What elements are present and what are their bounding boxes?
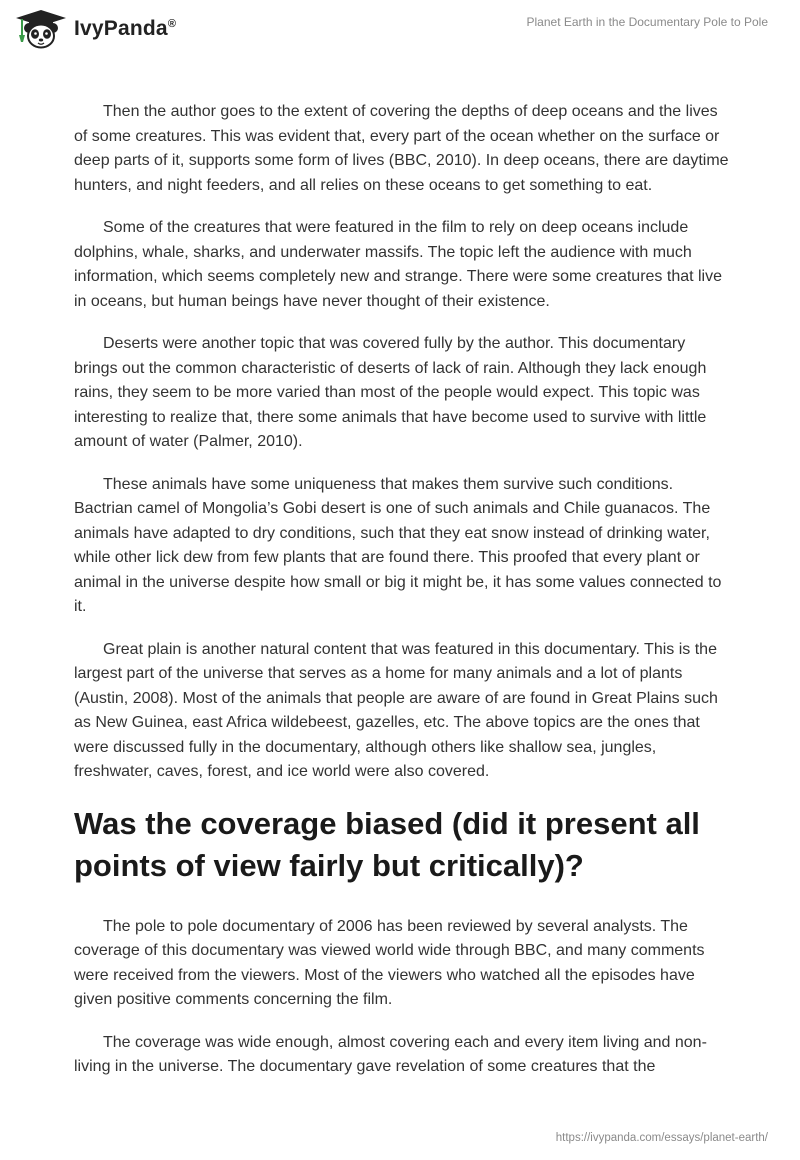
section-heading: Was the coverage biased (did it present all points of view fairly but critically)? (74, 805, 700, 883)
paragraph: Great plain is another natural content that was featured in this documentary. This is the largest part of the universe that serves as a home for many animals and a lot of plants (Austin, 2008). Most of the animals that people are aware of are found in Great Plains such as New Guinea, east Africa wildebeest, gazelles, etc. The above topics are the ones that were discussed fully in the documentary, although others like shallow sea, jungles, freshwater, caves, forest, and ice world were also covered. (74, 640, 718, 780)
paragraph: The coverage was wide enough, almost covering each and every item living and non-living in the universe. The documentary gave revelation of some creatures that the (74, 1033, 707, 1075)
page-header (0, 0, 800, 60)
brand-label: IvyPanda (74, 17, 168, 40)
paragraph: Then the author goes to the extent of covering the depths of deep oceans and the lives of some creatures. This was evident that, every part of the ocean whether on the surface or deep parts of it, supports some form of lives (BBC, 2010). In deep oceans, there are daytime hunters, and night feeders, and all relies on these oceans to get something to eat. (74, 103, 729, 194)
source-url[interactable]: https://ivypanda.com/essays/planet-earth/ (555, 1132, 768, 1144)
document-title: Planet Earth in the Documentary Pole to Pole (526, 15, 768, 29)
panda-graduation-cap-icon (14, 8, 68, 50)
paragraph: Some of the creatures that were featured in the film to rely on deep oceans include dolphins, whale, sharks, and underwater massifs. The topic left the audience with much information, which seems completely new and strange. There were some creatures that live in oceans, but human beings have never thought of their existence. (74, 219, 723, 310)
paragraph: The pole to pole documentary of 2006 has been reviewed by several analysts. The coverage of this documentary was viewed world wide through BBC, and many comments were received from the viewers. Most of the viewers who watched all the episodes have given positive comments concerning the film. (74, 917, 705, 1008)
paragraph: These animals have some uniqueness that makes them survive such conditions. Bactrian camel of Mongolia’s Gobi desert is one of such animals and Chile guanacos. The animals have adapted to dry conditions, such that they eat snow instead of drinking water, while other lick dew from few plants that are found there. This proofed that every plant or animal in the universe despite how small or big it might be, it has some values connected to it. (74, 475, 722, 615)
brand-registered-mark: ® (167, 18, 177, 30)
ivypanda-logo[interactable] (14, 8, 176, 50)
brand-name (74, 17, 176, 41)
paragraph: Deserts were another topic that was covered fully by the author. This documentary brings out the common characteristic of deserts of lack of rain. Although they lack enough rains, they seem to be more varied than most of the people would expect. This topic was interesting to realize that, there some animals that have become used to survive with little amount of water (Palmer, 2010). (74, 335, 707, 450)
essay-body (74, 100, 729, 1098)
